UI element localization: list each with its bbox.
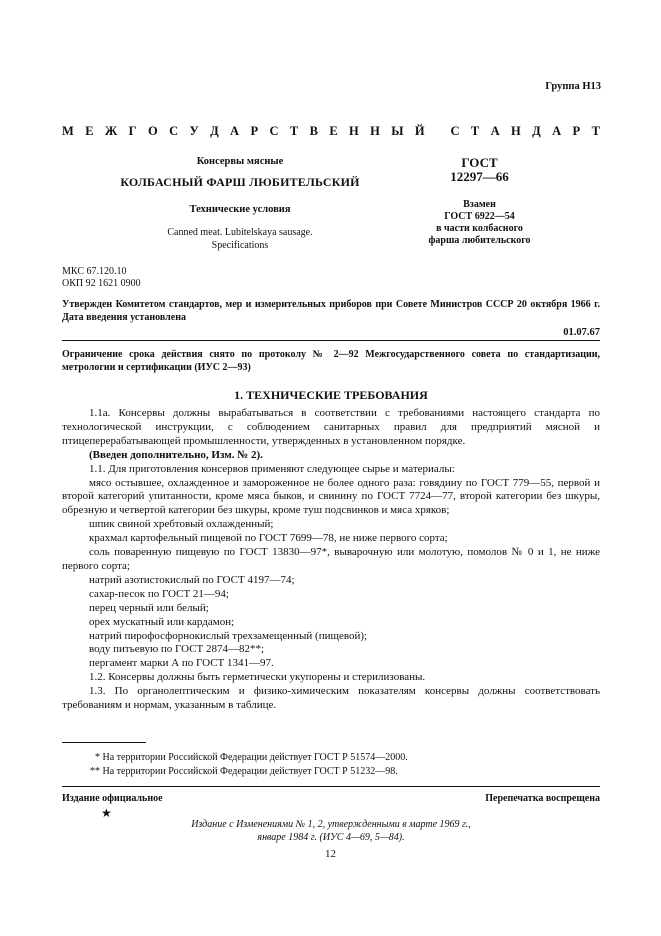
replace-line-4: фарша любительского <box>428 234 531 246</box>
banner-letter: Р <box>250 124 259 138</box>
list-item: шпик свиной хребтовый охлажденный; <box>89 518 274 531</box>
list-item: натрий азотистокислый по ГОСТ 4197—74; <box>89 573 295 586</box>
title-block <box>110 156 370 252</box>
banner-letter: Д <box>210 124 219 138</box>
changes-note <box>62 818 600 844</box>
paragraph-1-1: 1.1. Для приготовления консервов применяют следующее сырье и материалы: <box>89 462 455 475</box>
section-title: 1. ТЕХНИЧЕСКИЕ ТРЕБОВАНИЯ <box>234 388 428 402</box>
footnote-divider <box>62 742 146 743</box>
title-subtitle: Консервы мясные <box>196 156 284 167</box>
list-item: натрий пирофосфорнокислый трехзамещенный (пищевой); <box>89 629 368 642</box>
banner-letter: С <box>269 124 279 138</box>
changes-line-2: январе 1984 г. (ИУС 4—69, 5—84). <box>257 832 405 843</box>
gost-label: ГОСТ <box>461 155 498 170</box>
title-main: КОЛБАСНЫЙ ФАРШ ЛЮБИТЕЛЬСКИЙ <box>120 175 360 189</box>
body-text <box>62 407 600 713</box>
title-english-2: Specifications <box>211 239 269 251</box>
title-english-1: Canned meat. Lubitelskaya sausage. <box>167 227 313 238</box>
banner-letter: Р <box>572 124 581 138</box>
list-item: орех мускатный или кардамон; <box>89 615 235 628</box>
banner-letter: Е <box>85 124 94 138</box>
list-item: сахар-песок по ГОСТ 21—94; <box>89 587 229 600</box>
page-number: 12 <box>325 848 336 860</box>
group-code: Группа Н13 <box>545 81 601 92</box>
banner-letter: Т <box>289 124 299 138</box>
banner-letter: Г <box>128 124 137 138</box>
banner-letter: В <box>309 124 318 138</box>
edition-label: Издание официальное <box>62 793 163 804</box>
paragraph-1-1a-note: (Введен дополнительно, Изм. № 2). <box>89 448 263 461</box>
footnote-2: ** На территории Российской Федерации действует ГОСТ Р 51232—98. <box>90 766 398 777</box>
list-item-salt: соль поваренную пищевую по ГОСТ 13830—97*, выварочную или молотую, помолов № 0 и 1, не ниже первого сорта; <box>62 546 600 572</box>
limitation-text: Ограничение срока действия снято по протоколу № 2—92 Межгосударственного совета по стандартизации, метрологии и сертификации (ИУС 2—93) <box>62 349 600 373</box>
intro-date: 01.07.67 <box>563 327 600 338</box>
replace-line-3: в части колбасного <box>436 222 523 234</box>
star-icon: ★ <box>101 806 112 820</box>
banner-letter <box>436 124 439 139</box>
paragraph-1-1a: 1.1а. Консервы должны вырабатываться в соответствии с требованиями настоящего стандарта по технологической инструкции, с соблюдением санитарных правил для предприятий мясной и птицеперерабатывающей промышленности, утвержденных в установленном порядке. <box>62 407 600 447</box>
paragraph-1-2: 1.2. Консервы должны быть герметически укупорены и стерилизованы. <box>89 671 426 684</box>
banner-letter: Т <box>470 124 480 138</box>
title-conditions: Технические условия <box>189 204 291 215</box>
reprint-label: Перепечатка воспрещена <box>485 793 600 804</box>
banner-letter: Ж <box>104 124 118 138</box>
mks-code: МКС 67.120.10 <box>62 266 127 277</box>
banner-letter: У <box>189 124 199 138</box>
footnote-1: * На территории Российской Федерации действует ГОСТ Р 51574—2000. <box>95 752 408 763</box>
list-item: воду питьевую по ГОСТ 2874—82**; <box>89 643 265 656</box>
banner-letter: А <box>552 124 562 138</box>
list-item: пергамент марки А по ГОСТ 1341—97. <box>89 657 274 670</box>
footer-divider <box>62 786 600 787</box>
okp-code: ОКП 92 1621 0900 <box>62 278 141 289</box>
list-item: перец черный или белый; <box>89 601 209 614</box>
banner-letter: Т <box>591 124 600 138</box>
banner-letter: Й <box>414 124 425 138</box>
banner-letter: А <box>230 124 240 138</box>
changes-line-1: Издание с Изменениями № 1, 2, утвержденными в марте 1969 г., <box>191 819 471 830</box>
banner-letter: Н <box>511 124 521 138</box>
banner-letter: Е <box>329 124 338 138</box>
classification-codes <box>62 266 141 290</box>
gost-block <box>412 156 547 247</box>
date-divider <box>62 340 600 341</box>
gost-number: 12297—66 <box>450 169 509 185</box>
list-item: крахмал картофельный пищевой по ГОСТ 7699—78, не ниже первого сорта; <box>89 532 448 545</box>
replace-line-2: ГОСТ 6922—54 <box>444 210 515 222</box>
banner-letter: Н <box>349 124 359 138</box>
paragraph-1-3: 1.3. По органолептическим и физико-химическим показателям консервы должны соответствовать требованиям и нормам, указанным в таблице. <box>62 685 600 712</box>
approval-text: Утвержден Комитетом стандартов, мер и измерительных приборов при Совете Министров СССР 20 октября 1966 г. Дата введения установлена <box>62 299 600 323</box>
replace-line-1: Взамен <box>463 198 496 210</box>
standard-banner <box>62 124 600 139</box>
list-item-meat: мясо остывшее, охлажденное и замороженное не более одного раза: говядину по ГОСТ 779—55, первой и второй категорий упитанности, кроме мяса быков, и свинину по ГОСТ 7724—77, второй категории без шкуры, обрезную и четвертой категории без шкуры, кроме туш подсвинков и мяса хряков; <box>62 476 600 517</box>
banner-letter: О <box>147 124 158 138</box>
banner-letter: А <box>490 124 500 138</box>
banner-letter: Д <box>532 124 541 138</box>
banner-letter: Н <box>370 124 380 138</box>
banner-letter: Ы <box>391 124 404 138</box>
banner-letter: С <box>450 124 460 138</box>
banner-letter: С <box>169 124 179 138</box>
banner-letter: М <box>62 124 74 138</box>
